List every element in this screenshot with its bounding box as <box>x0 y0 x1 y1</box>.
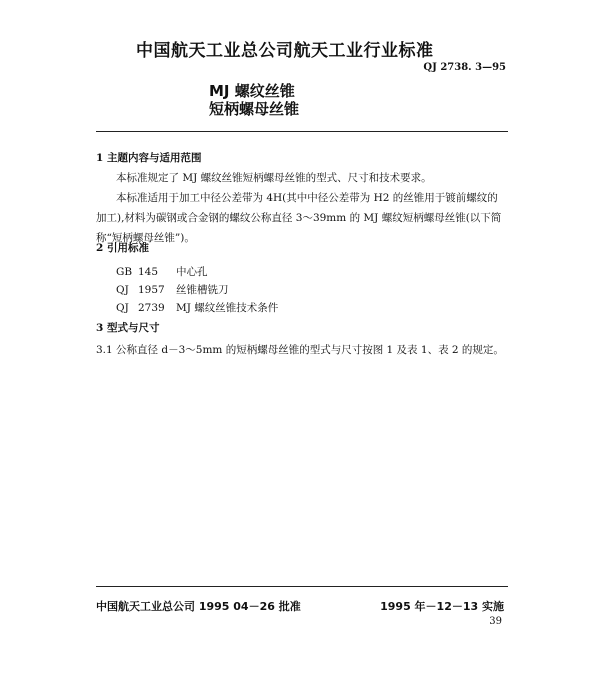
reference-number: 145 <box>138 266 159 278</box>
reference-name: 丝锥槽铣刀 <box>176 284 229 296</box>
section-1-heading: 1 主题内容与适用范围 <box>96 152 202 164</box>
footer-rule <box>96 586 508 587</box>
reference-code: QJ <box>116 302 129 314</box>
reference-code: GB <box>116 266 133 278</box>
section-1-paragraph-2: 本标准适用于加工中径公差带为 4H(其中中径公差带为 H2 的丝锥用于镀前螺纹的加工),材料为碳钢或合金钢的螺纹公称直径 3～39mm 的 MJ 螺纹短柄螺母丝锥(以下简称“短柄螺母丝锥”)。 <box>96 192 502 244</box>
reference-number: 1957 <box>138 284 165 296</box>
approval-info: 中国航天工业总公司 1995 04－26 批准 <box>96 600 301 613</box>
reference-item <box>116 281 229 300</box>
page-number: 39 <box>489 616 502 627</box>
standard-code: QJ 2738. 3—95 <box>423 62 506 73</box>
reference-item <box>116 299 278 318</box>
implementation-date: 1995 年－12－13 实施 <box>380 600 504 613</box>
standard-organization-title: 中国航天工业总公司航天工业行业标准 <box>136 41 434 61</box>
reference-name: 中心孔 <box>176 266 208 278</box>
section-2-heading: 2 引用标准 <box>96 242 149 254</box>
section-1-paragraph-1: 本标准规定了 MJ 螺纹丝锥短柄螺母丝锥的型式、尺寸和技术要求。 <box>116 172 432 184</box>
header-rule <box>96 131 508 132</box>
clause-3-1: 3.1 公称直径 d－3～5mm 的短柄螺母丝锥的型式与尺寸按图 1 及表 1、表 2 的规定。 <box>96 344 504 356</box>
reference-name: MJ 螺纹丝锥技术条件 <box>176 302 279 314</box>
document-title-line2: 短柄螺母丝锥 <box>209 100 300 118</box>
section-3-heading: 3 型式与尺寸 <box>96 322 160 334</box>
document-title-line1: MJ 螺纹丝锥 <box>209 82 295 100</box>
reference-item <box>116 263 208 282</box>
reference-code: QJ <box>116 284 129 296</box>
reference-number: 2739 <box>138 302 165 314</box>
